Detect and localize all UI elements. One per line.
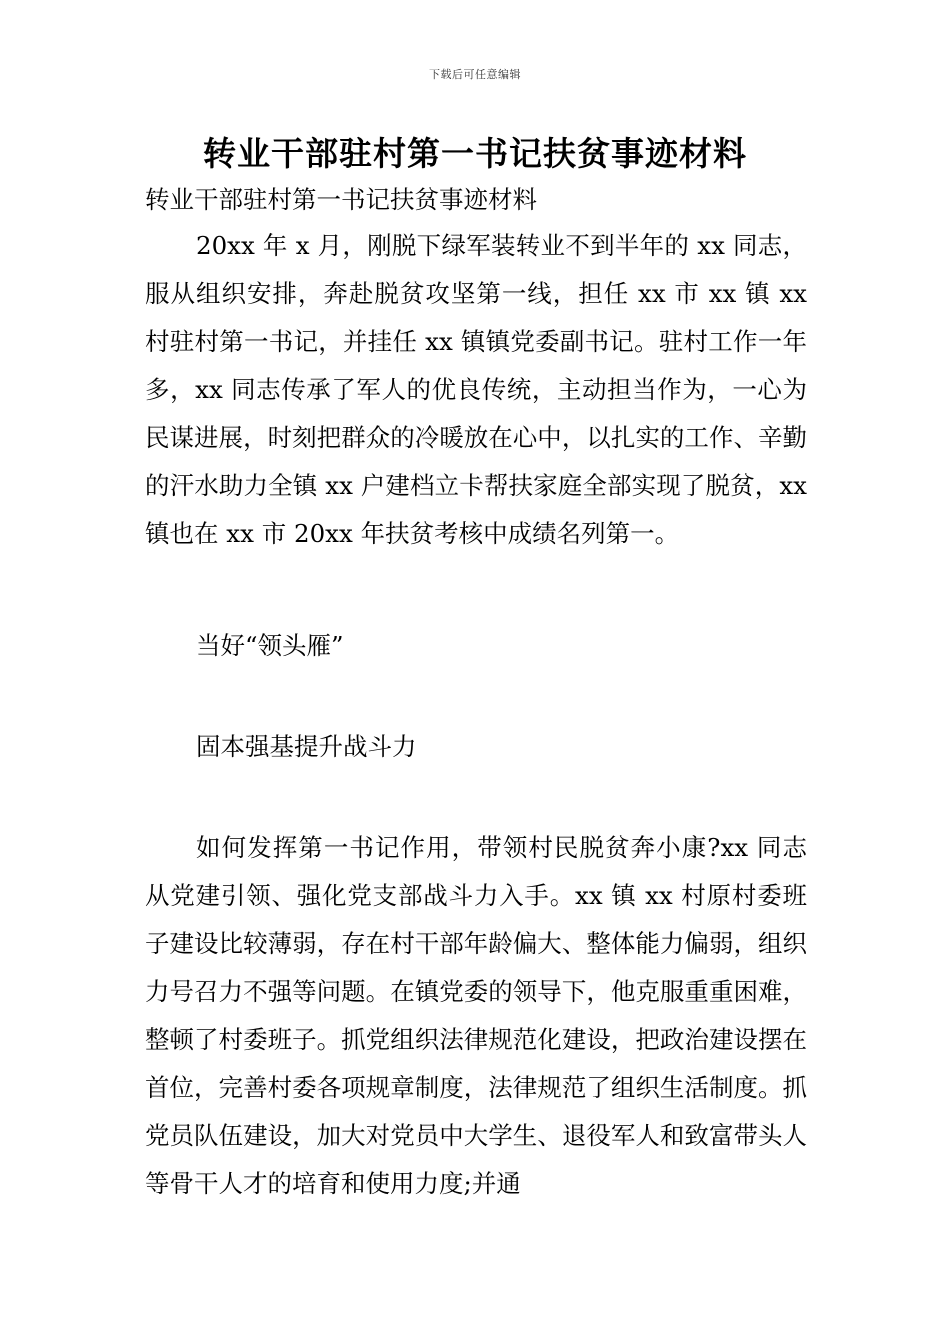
document-title: 转业干部驻村第一书记扶贫事迹材料: [203, 134, 747, 173]
document-subtitle: 转业干部驻村第一书记扶贫事迹材料: [145, 185, 537, 214]
section-heading-1: 当好“领头雁”: [196, 631, 344, 660]
paragraph-body-1: 如何发挥第一书记作用，带领村民脱贫奔小康?xx 同志从党建引领、强化党支部战斗力入手。xx 镇 xx 村原村委班子建设比较薄弱，存在村干部年龄偏大、整体能力偏弱，组织力号召力不强等问题。在镇党委的领导下，他克服重重困难，整顿了村委班子。抓党组织法律规范化建设，把政治建设摆在首位，完善村委各项规章制度，法律规范了组织生活制度。抓党员队伍建设，加大对党员中大学生、退役军人和致富带头人等骨干人才的培育和使用力度;并通: [145, 833, 807, 1198]
paragraph-intro: 20xx 年 x 月，刚脱下绿军装转业不到半年的 xx 同志，服从组织安排，奔赴脱贫攻坚第一线，担任 xx 市 xx 镇 xx 村驻村第一书记，并挂任 xx 镇镇党委副书记。驻村工作一年多，xx 同志传承了军人的优良传统，主动担当作为，一心为民谋进展，时刻把群众的冷暖放在心中，以扎实的工作、辛勤的汗水助力全镇 xx 户建档立卡帮扶家庭全部实现了脱贫，xx 镇也在 xx 市 20xx 年扶贫考核中成绩名列第一。: [145, 231, 807, 548]
section-heading-2: 固本强基提升战斗力: [196, 732, 417, 761]
header-note: 下载后可任意编辑: [429, 68, 521, 81]
